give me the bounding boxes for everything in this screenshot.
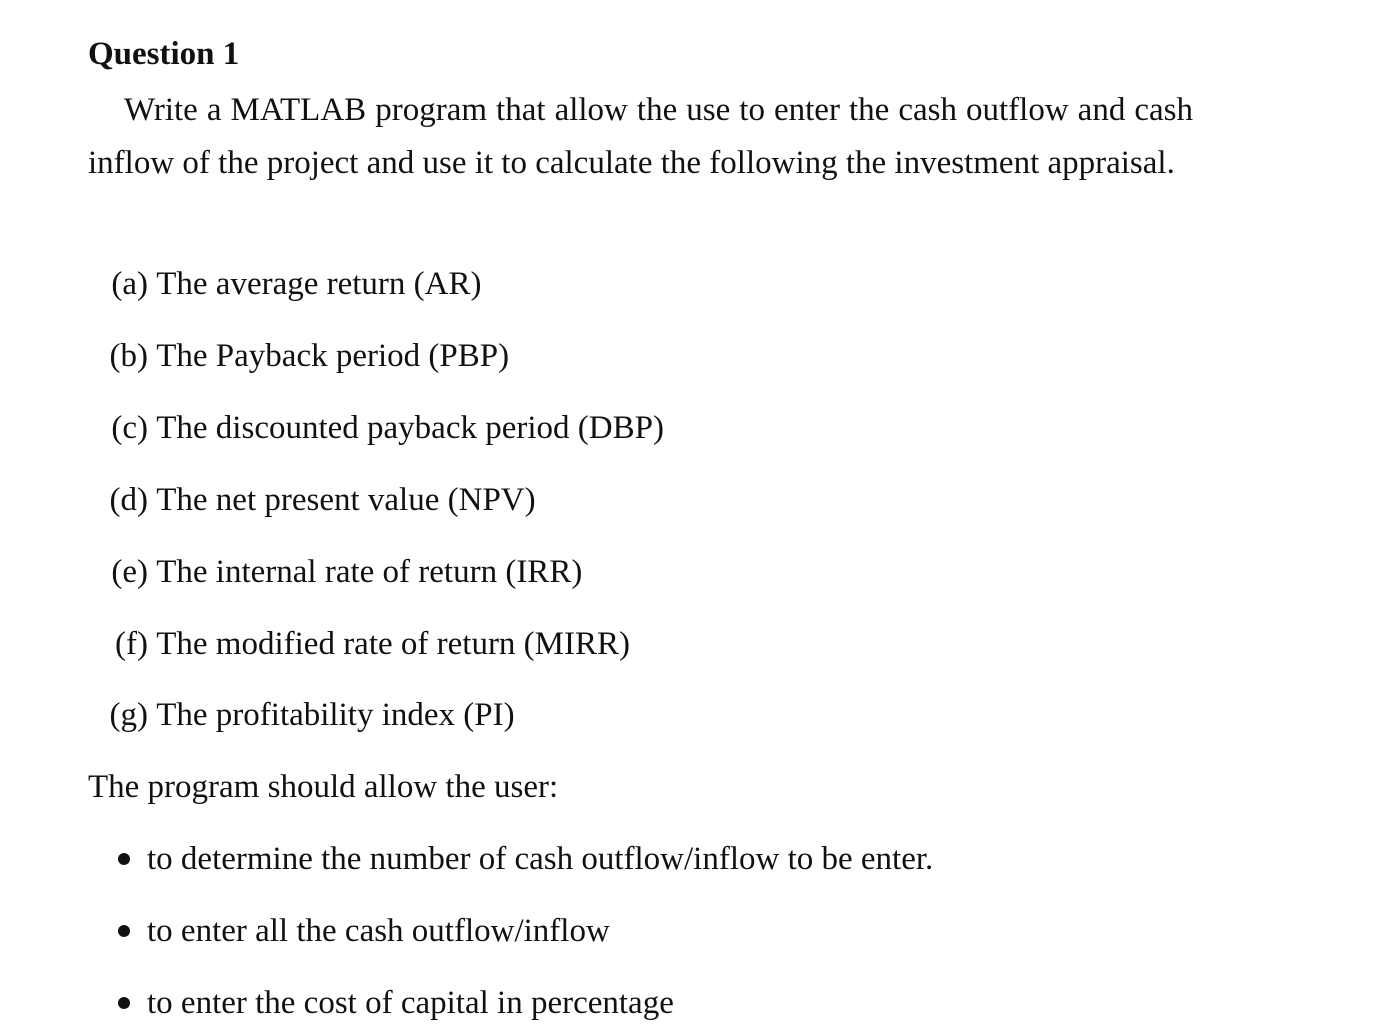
bullet-icon: [118, 925, 130, 937]
bullet-text: to enter all the cash outflow/inflow: [147, 913, 610, 949]
item-label: (a): [111, 266, 148, 302]
item-text: The Payback period (PBP): [156, 338, 510, 374]
item-text: The net present value (NPV): [156, 482, 536, 518]
list-item: [88, 693, 515, 737]
item-label: (d): [109, 482, 148, 518]
bullet-item: [118, 837, 933, 881]
item-label: (e): [111, 554, 148, 590]
bullet-text: to enter the cost of capital in percentage: [147, 985, 674, 1021]
bullet-icon: [118, 853, 130, 865]
requirements-lead: The program should allow the user:: [88, 769, 559, 805]
list-item: [88, 550, 582, 594]
bullet-item: [118, 981, 674, 1025]
list-item: [88, 622, 630, 666]
question-intro: Write a MATLAB program that allow the use to enter the cash outflow and cash inflow of the project and use it to calculate the following the investment appraisal.: [88, 92, 1193, 181]
item-label: (f): [115, 626, 148, 662]
bullet-text: to determine the number of cash outflow/inflow to be enter.: [147, 841, 934, 877]
list-item: [88, 262, 482, 306]
list-item: [88, 406, 664, 450]
item-text: The discounted payback period (DBP): [156, 410, 664, 446]
item-text: The profitability index (PI): [156, 697, 515, 733]
bullet-item: [118, 909, 610, 953]
item-label: (g): [109, 697, 148, 733]
item-text: The modified rate of return (MIRR): [156, 626, 631, 662]
list-item: [88, 478, 536, 522]
bullet-icon: [118, 997, 130, 1009]
item-text: The average return (AR): [156, 266, 482, 302]
item-label: (b): [109, 338, 148, 374]
question-title: Question 1: [88, 36, 240, 72]
list-item: [88, 334, 509, 378]
item-label: (c): [111, 410, 148, 446]
item-text: The internal rate of return (IRR): [156, 554, 583, 590]
